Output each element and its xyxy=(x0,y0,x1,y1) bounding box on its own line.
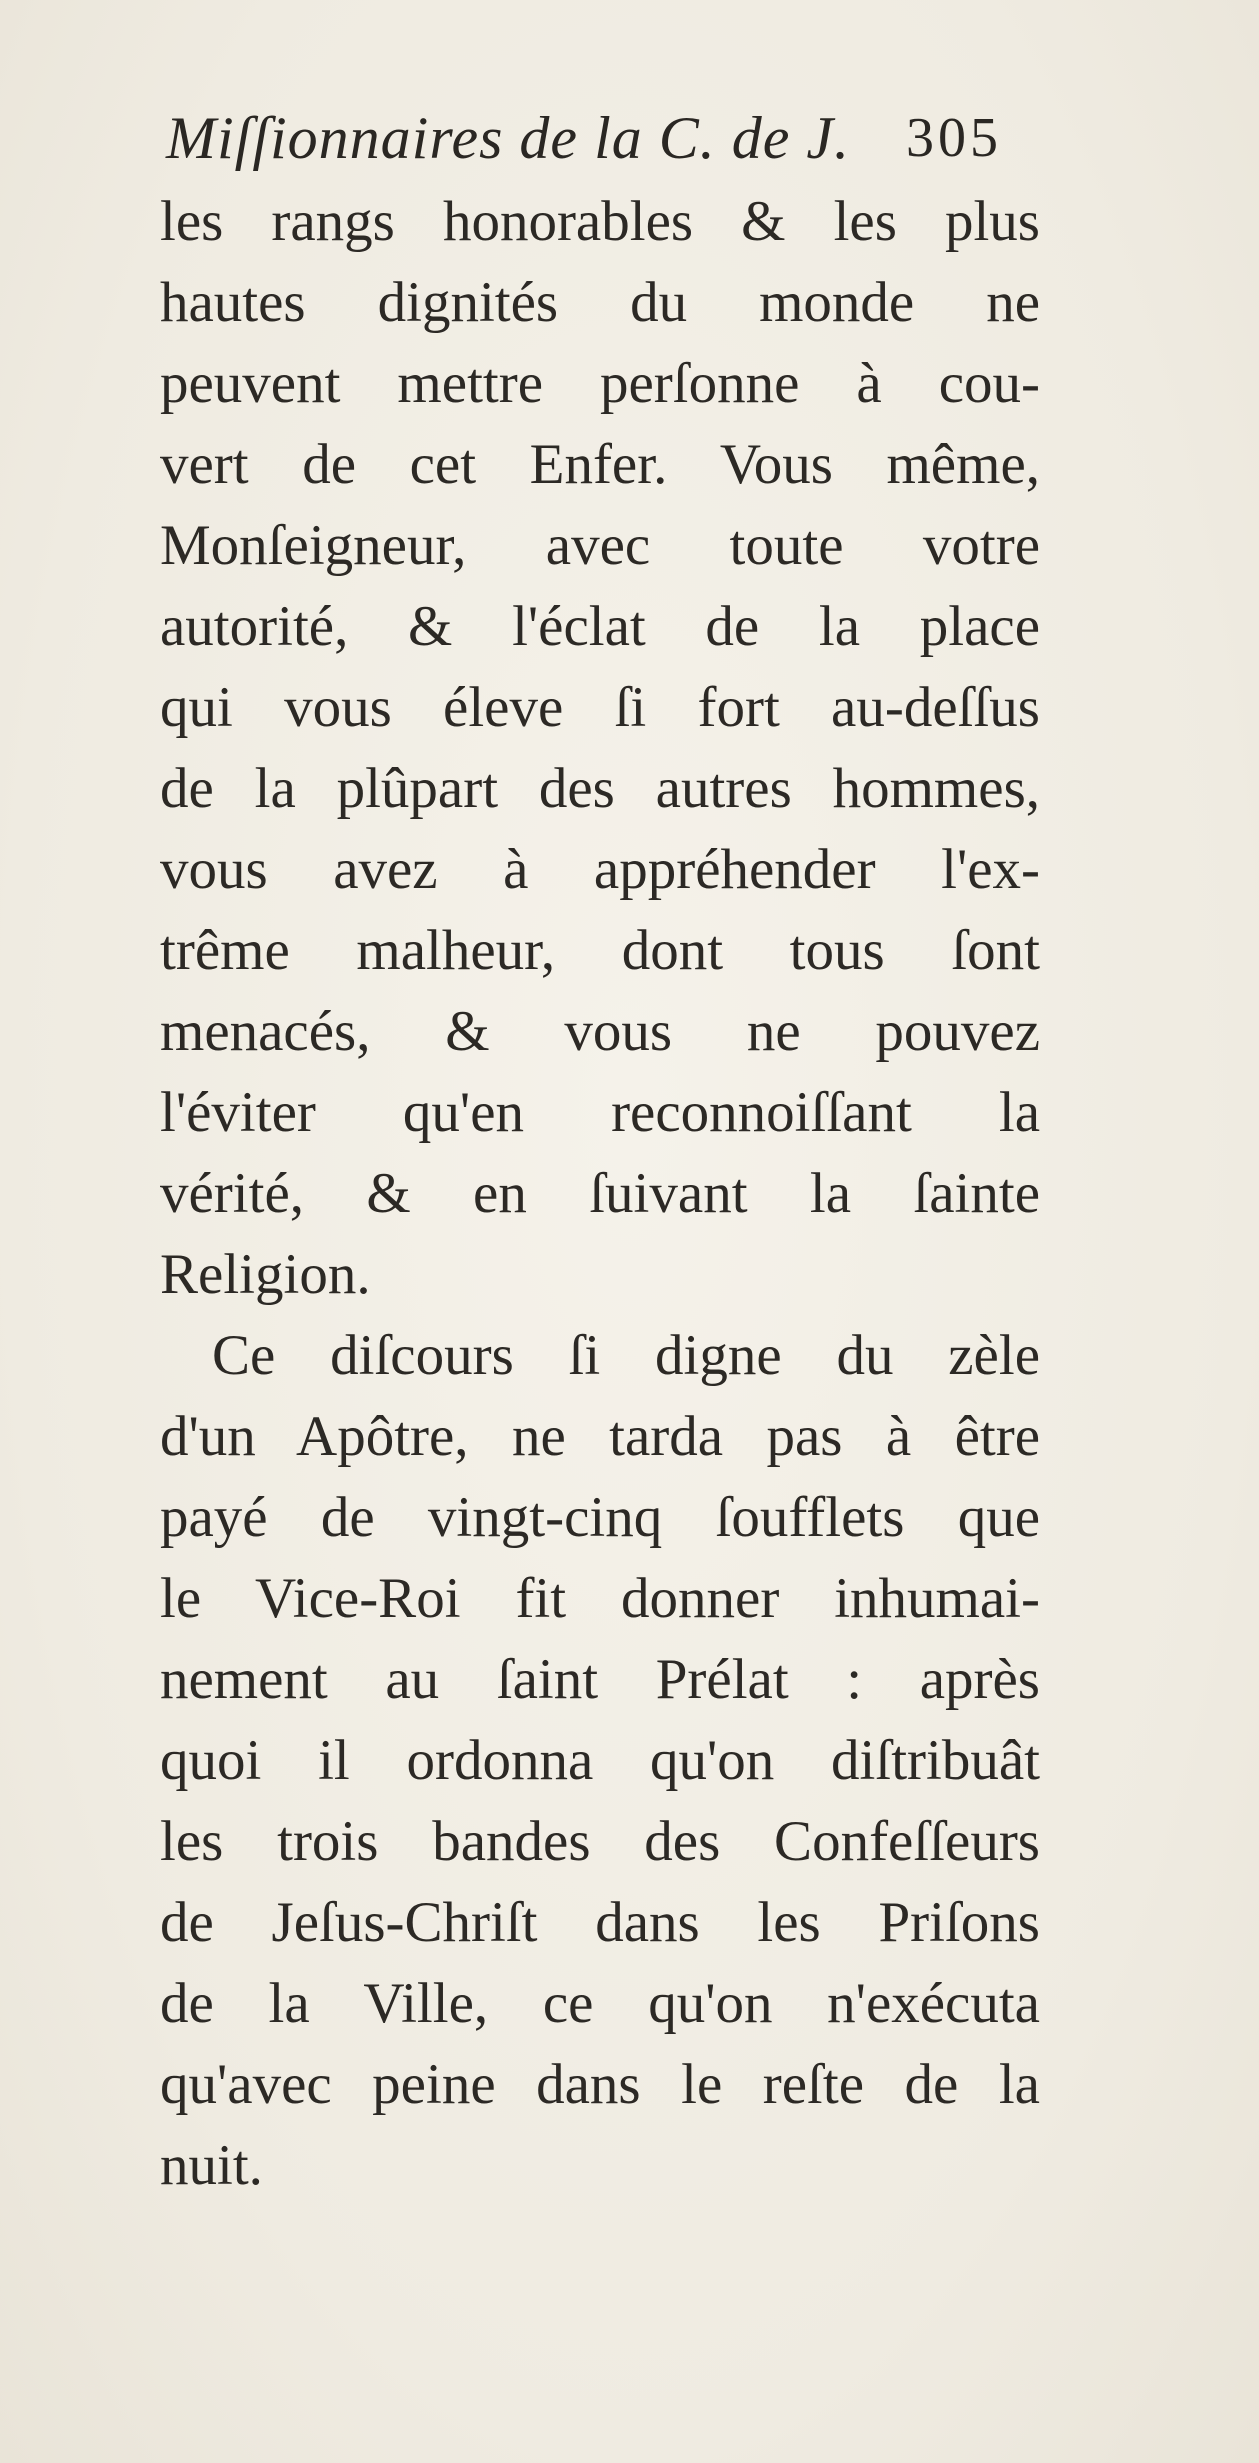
text-line: l'éviter qu'en reconnoiſſant la xyxy=(160,1081,1040,1144)
paragraph-end-line: nuit. xyxy=(160,2134,263,2197)
text-line: vert de cet Enfer. Vous même, xyxy=(160,433,1040,496)
text-line: peuvent mettre perſonne à cou- xyxy=(160,352,1040,415)
text-line: le Vice-Roi fit donner inhumai- xyxy=(160,1567,1040,1630)
text-line: les rangs honorables & les plus xyxy=(160,190,1040,253)
running-head xyxy=(166,98,1046,178)
text-line: payé de vingt-cinq ſoufflets que xyxy=(160,1486,1040,1549)
text-line: quoi il ordonna qu'on diſtribuât xyxy=(160,1729,1040,1792)
text-line: d'un Apôtre, ne tarda pas à être xyxy=(160,1405,1040,1468)
text-line: Monſeigneur, avec toute votre xyxy=(160,514,1040,577)
text-line: menacés, & vous ne pouvez xyxy=(160,1000,1040,1063)
body-text xyxy=(160,181,1040,2206)
text-line: trême malheur, dont tous ſont xyxy=(160,919,1040,982)
text-line: vérité, & en ſuivant la ſainte xyxy=(160,1162,1040,1225)
text-line: qu'avec peine dans le reſte de la xyxy=(160,2053,1040,2116)
text-line: nement au ſaint Prélat : après xyxy=(160,1648,1040,1711)
text-line: autorité, & l'éclat de la place xyxy=(160,595,1040,658)
page-number: 305 xyxy=(906,107,1002,169)
running-head-title: Miſſionnaires de la C. de J. xyxy=(166,105,851,171)
text-line: de la plûpart des autres hommes, xyxy=(160,757,1040,820)
text-line: de Jeſus-Chriſt dans les Priſons xyxy=(160,1891,1040,1954)
text-line: qui vous éleve ſi fort au-deſſus xyxy=(160,676,1040,739)
paragraph-end-line: Religion. xyxy=(160,1243,371,1306)
text-line: les trois bandes des Confeſſeurs xyxy=(160,1810,1040,1873)
text-line: vous avez à appréhender l'ex- xyxy=(160,838,1040,901)
text-line: de la Ville, ce qu'on n'exécuta xyxy=(160,1972,1040,2035)
text-line: hautes dignités du monde ne xyxy=(160,271,1040,334)
paragraph-start-line: Ce diſcours ſi digne du zèle xyxy=(212,1324,1040,1387)
